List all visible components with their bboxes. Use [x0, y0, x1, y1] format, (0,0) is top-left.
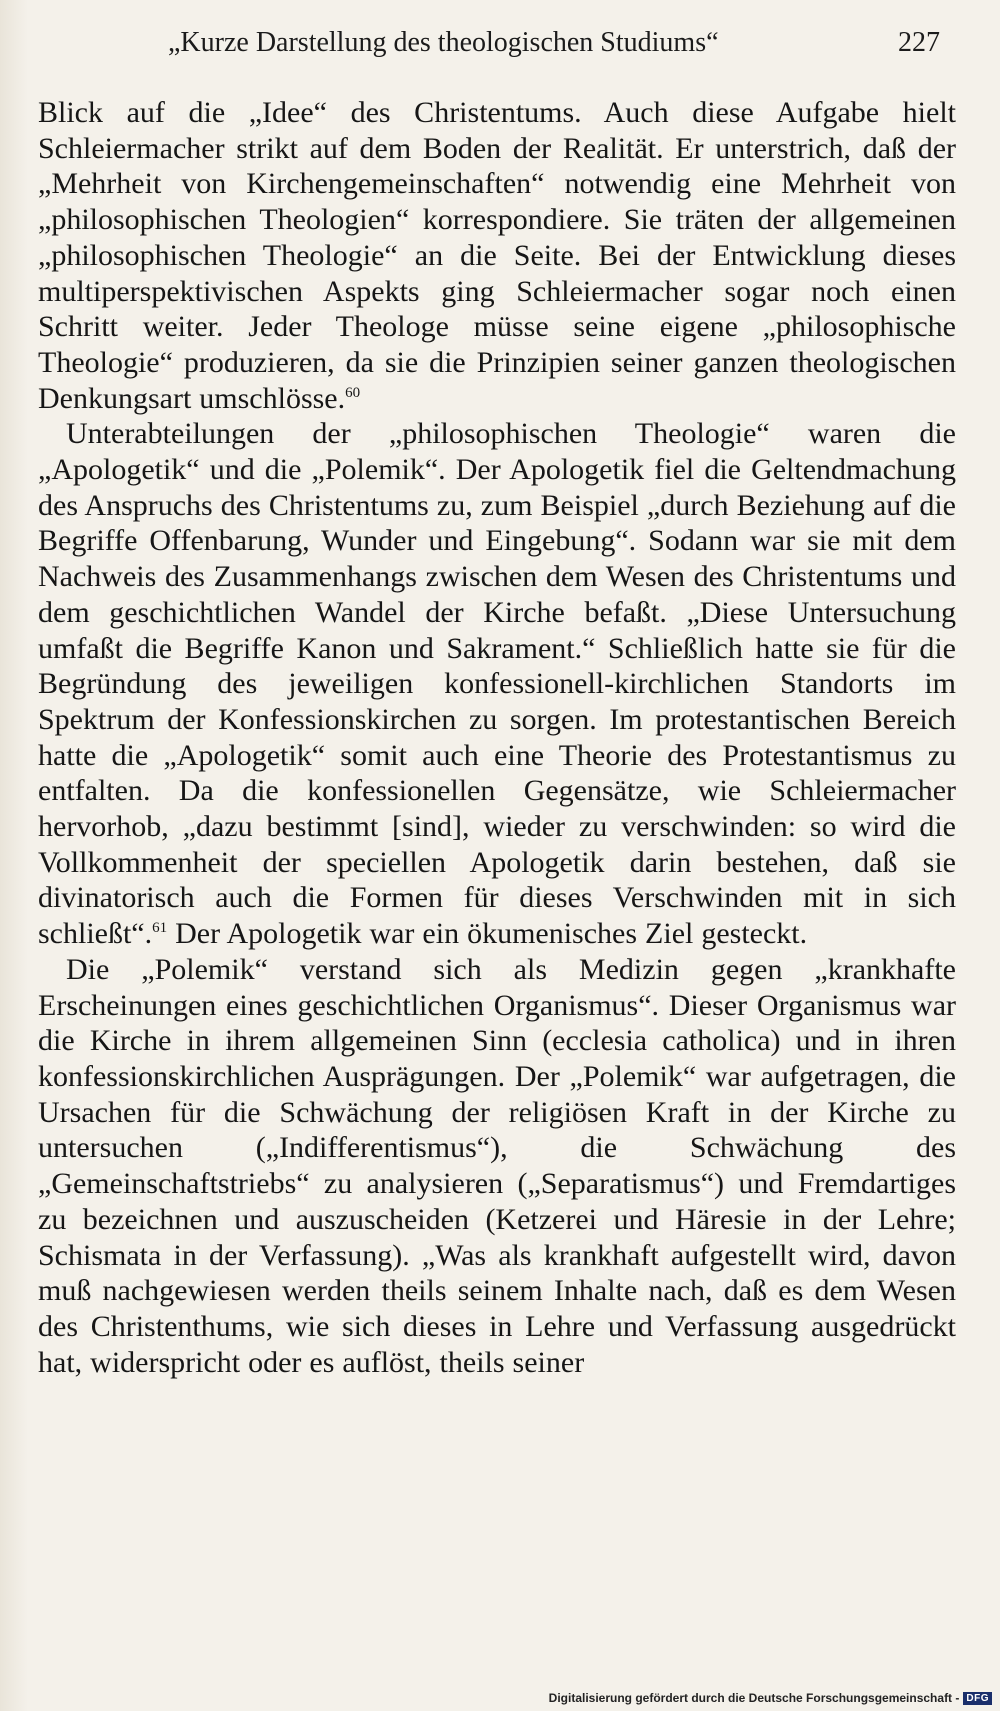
paragraph-3 [38, 952, 956, 1380]
digitization-credit [549, 1691, 992, 1705]
footnote-ref: 61 [152, 920, 168, 937]
credit-text: Digitalisierung gefördert durch die Deutsche Forschungsgemeinschaft - [548, 1691, 960, 1705]
running-title: „Kurze Darstellung des theologischen Studiums“ [168, 27, 719, 58]
body-text [38, 95, 956, 1380]
footnote-ref: 60 [345, 384, 361, 401]
dfg-logo: DFG [963, 1692, 992, 1705]
paragraph-text: Unterabteilungen der „philosophischen Theologie“ waren die „Apologetik“ und die „Polemik“. Der Apologetik fiel die Geltendmachung des Anspruchs des Christentums zu, zum Beispiel „durch Beziehung auf die Begriffe Offenbarung, Wunder und Eingebung“. Sodann war sie mit dem Nachweis des Zusammenhangs zwischen dem Wesen des Christentums und dem geschichtlichen Wandel der Kirche befaßt. „Diese Untersuchung umfaßt die Begriffe Kanon und Sakrament.“ Schließlich hatte sie für die Begründung des jeweiligen konfessionell-kirchlichen Standorts im Spektrum der Konfessionskirchen zu sorgen. Im protestantischen Bereich hatte die „Apologetik“ somit auch eine Theorie des Protestantismus zu entfalten. Da die konfessionellen Gegensätze, wie Schleiermacher hervorhob, „dazu bestimmt [sind], wieder zu verschwinden: so wird die Vollkommenheit der speciellen Apologetik darin bestehen, daß sie divinatorisch auch die Formen für dieses Verschwinden mit in sich schließt“. [38, 417, 956, 951]
paragraph-tail: Der Apologetik war ein ökumenisches Ziel gesteckt. [167, 917, 808, 951]
paragraph-2 [38, 416, 956, 952]
page-number: 227 [898, 27, 940, 58]
page-gutter-shadow [0, 0, 28, 1711]
running-header [168, 27, 940, 59]
paragraph-text: Blick auf die „Idee“ des Christentums. Auch diese Aufgabe hielt Schleiermacher strikt auf dem Boden der Realität. Er unterstrich, daß der „Mehrheit von Kirchengemeinschaften“ notwendig eine Mehrheit von „philosophischen Theologien“ korrespondiere. Sie träten der allgemeinen „philosophischen Theologie“ an die Seite. Bei der Entwicklung dieses multiperspektivischen Aspekts ging Schleiermacher sogar noch einen Schritt weiter. Jeder Theologe müsse seine eigene „philosophische Theologie“ produzieren, da sie die Prinzipien seiner ganzen theologischen Denkungsart umschlösse. [38, 96, 956, 415]
paragraph-text: Die „Polemik“ verstand sich als Medizin gegen „krankhafte Erscheinungen eines geschichtlichen Organismus“. Dieser Organismus war die Kirche in ihrem allgemeinen Sinn (ecclesia catholica) und in ihren konfessionskirchlichen Ausprägungen. Der „Polemik“ war aufgetragen, die Ursachen für die Schwächung der religiösen Kraft in der Kirche zu untersuchen („Indifferentismus“), die Schwächung des „Gemeinschaftstriebs“ zu analysieren („Separatismus“) und Fremdartiges zu bezeichnen und auszuscheiden (Ketzerei und Häresie in der Lehre; Schismata in der Verfassung). „Was als krankhaft aufgestellt wird, davon muß nachgewiesen werden theils seinem Inhalte nach, daß es dem Wesen des Christenthums, wie sich dieses in Lehre und Verfassung ausgedrückt hat, widerspricht oder es auflöst, theils seiner [38, 952, 956, 1379]
paragraph-1 [38, 95, 956, 416]
